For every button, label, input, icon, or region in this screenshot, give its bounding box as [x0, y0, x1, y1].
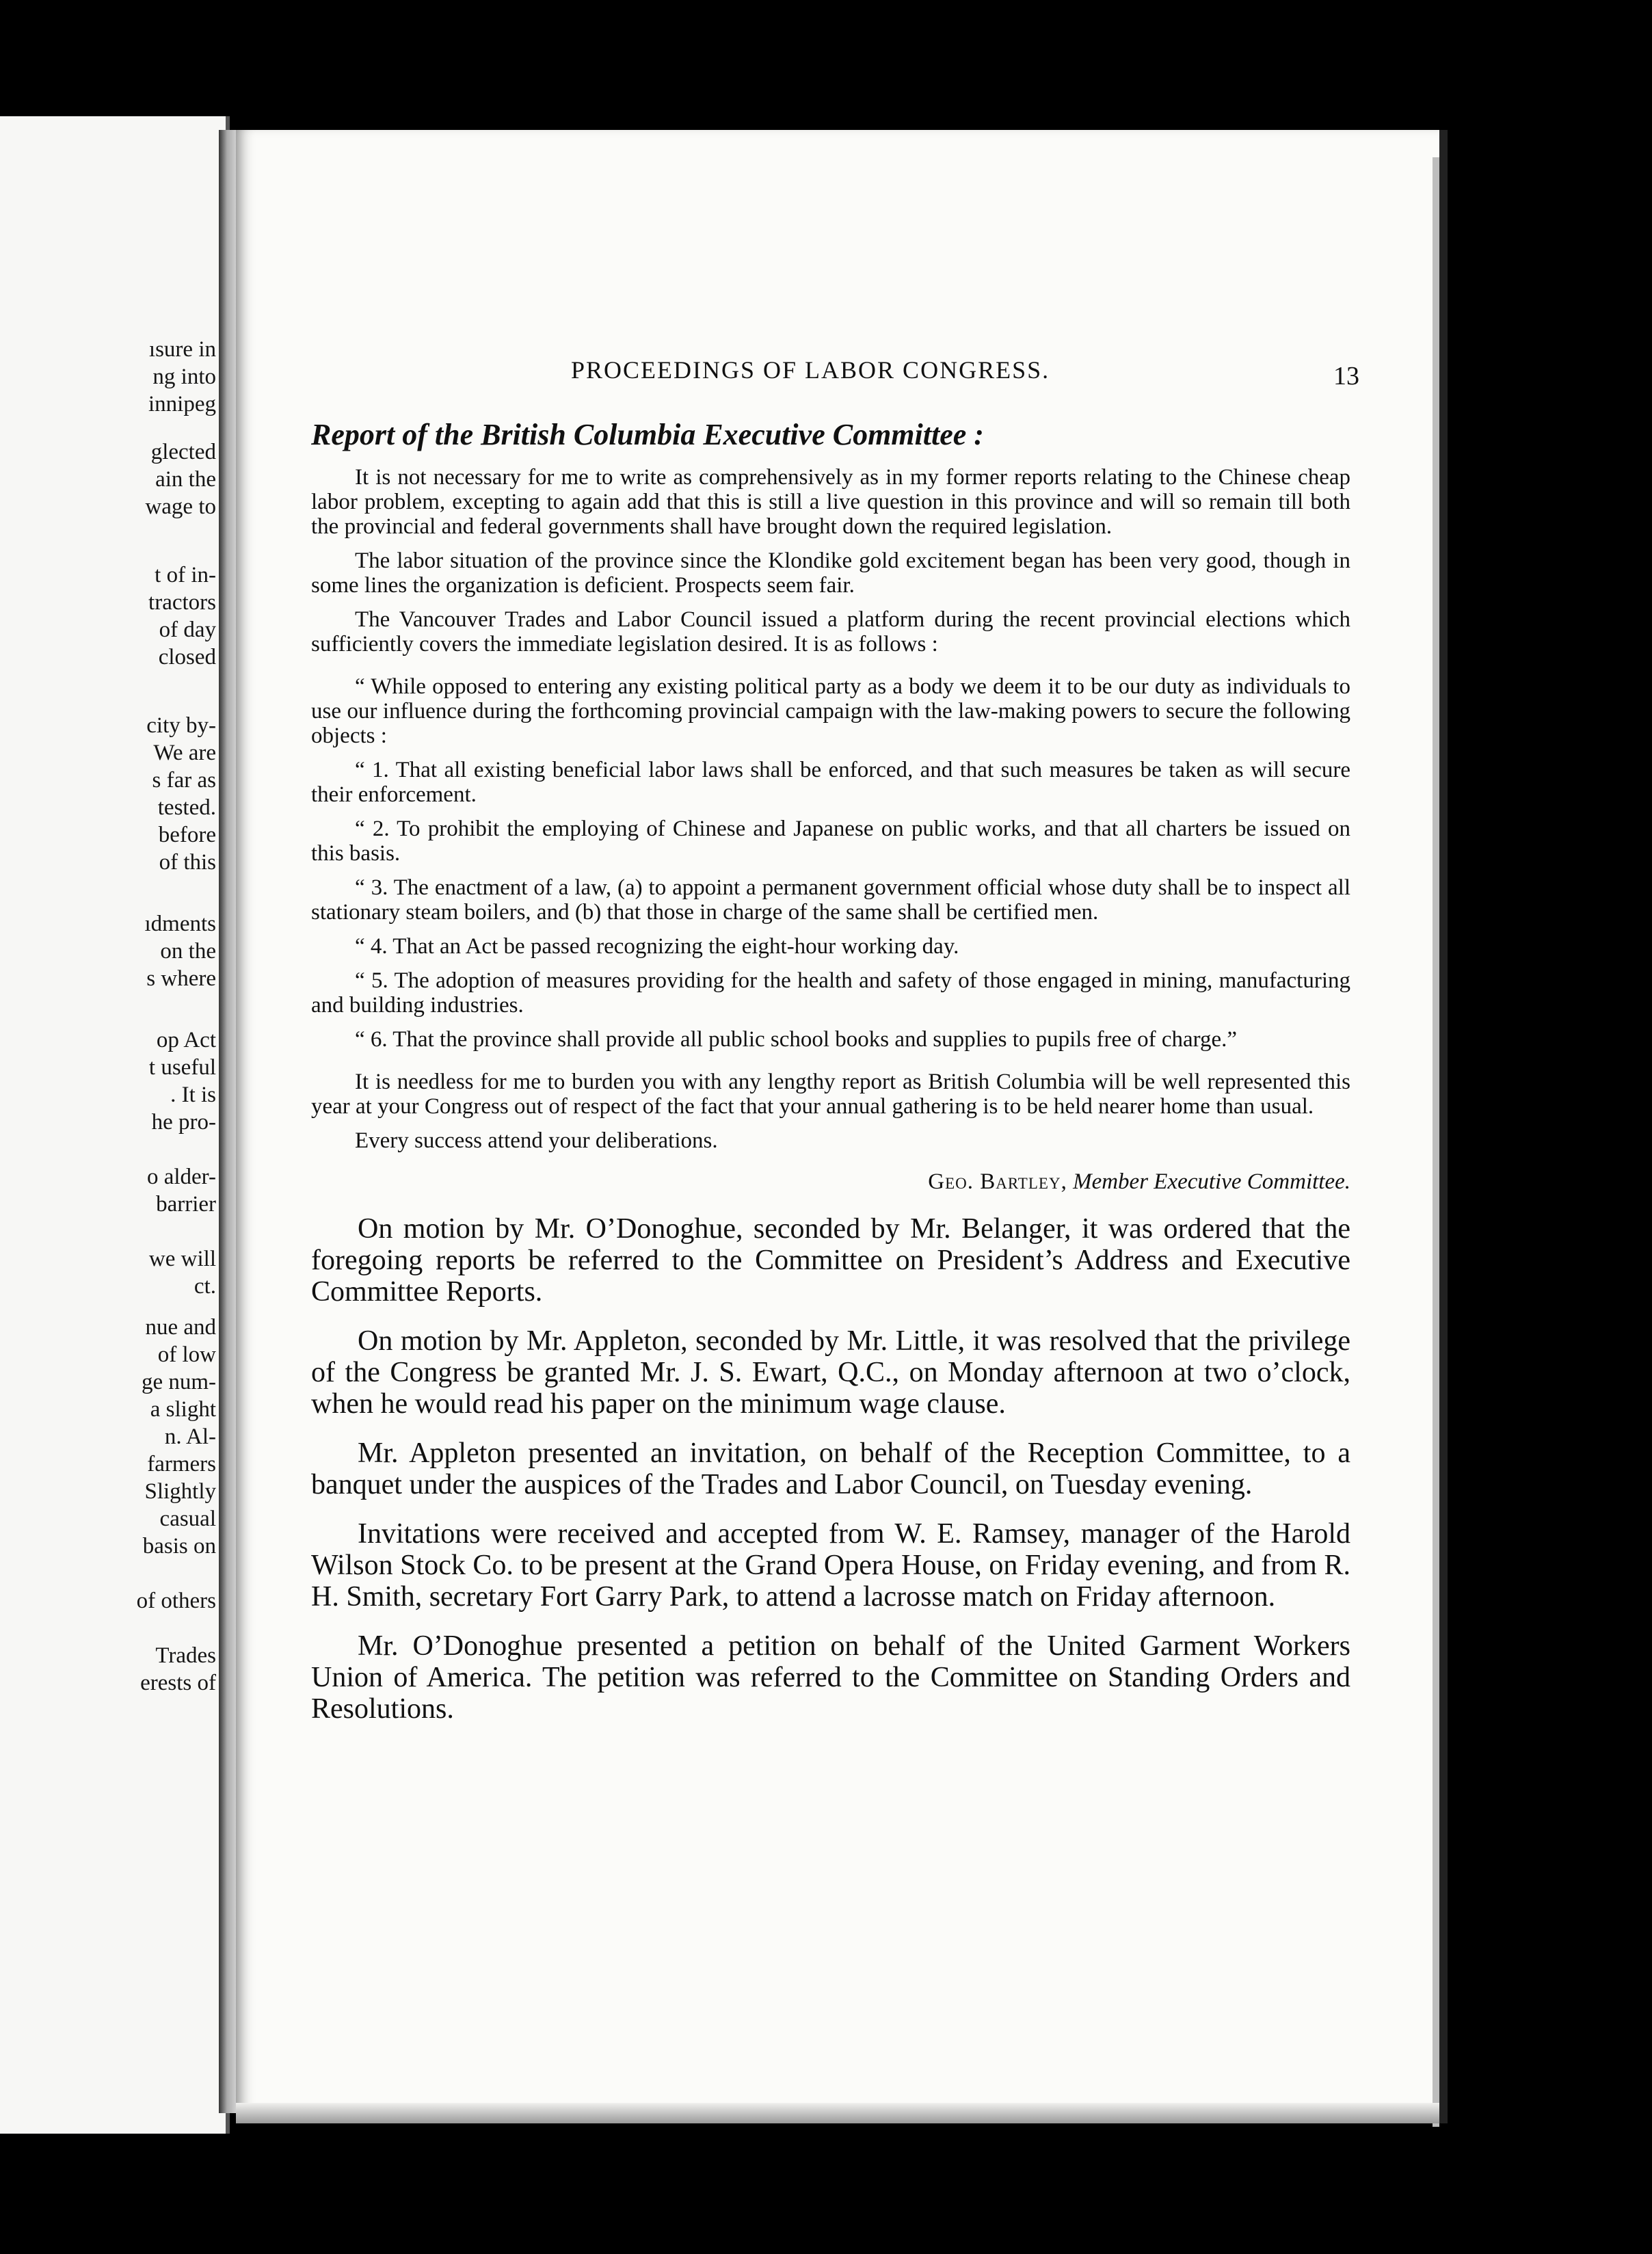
- left-page-fragment: a slight: [150, 1397, 216, 1422]
- signature-role: Member Executive Committee.: [1073, 1169, 1350, 1194]
- left-page-fragment: op Act: [156, 1028, 216, 1052]
- report-paragraph: The labor situation of the province since the Klondike gold excitement began has been very good, though in some lines the organization is deficient. Prospects seem fair.: [311, 548, 1350, 598]
- report-closing: It is needless for me to burden you with any lengthy report as British Columbia will be well represented this year at your Congress out of respect of the fact that your annual gathering is to be held nearer home than usual.: [311, 1070, 1350, 1119]
- left-page-fragment: of this: [159, 850, 216, 875]
- platform-item: “ 5. The adoption of measures providing for the health and safety of those engaged in mining, manufacturing and building industries.: [311, 968, 1350, 1018]
- platform-item: “ 2. To prohibit the employing of Chinese and Japanese on public works, and that all charters be issued on this basis.: [311, 817, 1350, 866]
- left-page-fragment: Slightly: [144, 1479, 216, 1504]
- left-page-fragment: wage to: [145, 494, 216, 519]
- left-page-fragment: he pro-: [151, 1110, 216, 1135]
- page-header: [236, 356, 1439, 397]
- left-page-fragment: tested.: [157, 795, 216, 820]
- left-page-fragment: ct.: [194, 1274, 216, 1299]
- left-page-fragment: Trades: [155, 1643, 216, 1668]
- left-page-fragment: we will: [148, 1247, 216, 1271]
- left-page-fragment: of low: [157, 1342, 216, 1367]
- running-head: PROCEEDINGS OF LABOR CONGRESS.: [571, 356, 1050, 384]
- left-page-fragment: innipeg: [148, 392, 216, 416]
- report-title: Report of the British Columbia Executive Committee :: [311, 418, 984, 451]
- left-page: [0, 116, 230, 2134]
- left-page-fragment: ıdments: [144, 912, 216, 936]
- left-page-fragment: before: [158, 823, 216, 847]
- page-content: [311, 417, 1350, 1742]
- right-page: [236, 130, 1448, 2123]
- left-page-fragment: basis on: [142, 1534, 216, 1559]
- signature-name: Geo. Bartley,: [928, 1169, 1067, 1194]
- report-closing: Every success attend your deliberations.: [355, 1128, 718, 1153]
- minutes-paragraph: Invitations were received and accepted from W. E. Ramsey, manager of the Harold Wilson Stock Co. to be present at the Grand Opera House, on Friday evening, and from R. H. Smith, secretary Fort Garry Park, to attend a lacrosse match on Friday afternoon.: [311, 1518, 1350, 1613]
- left-page-fragment: city by-: [146, 713, 216, 738]
- minutes-paragraph: On motion by Mr. O’Donoghue, seconded by Mr. Belanger, it was ordered that the foregoing reports be referred to the Committee on President’s Address and Executive Committee Reports.: [311, 1213, 1350, 1308]
- left-page-fragment: ng into: [152, 364, 216, 389]
- left-page-fragment: n. Al-: [164, 1424, 216, 1449]
- left-page-fragment: of others: [136, 1589, 216, 1613]
- left-page-fragment: s far as: [152, 768, 216, 793]
- left-page-fragment: nue and: [145, 1315, 216, 1340]
- signature: [311, 1168, 1350, 1195]
- left-page-fragment: We are: [153, 741, 216, 765]
- left-page-fragment: t of in-: [155, 563, 216, 587]
- left-page-fragment: on the: [160, 939, 216, 964]
- left-page-fragment: casual: [159, 1507, 216, 1531]
- page-edge: [1433, 157, 1439, 2127]
- platform-item: “ 6. That the province shall provide all public school books and supplies to pupils free of charge.”: [355, 1027, 1238, 1052]
- left-page-fragment: o alder-: [146, 1165, 216, 1189]
- left-page-fragment: tractors: [148, 590, 216, 615]
- left-page-fragment: glected: [150, 440, 216, 464]
- minutes-paragraph: Mr. Appleton presented an invitation, on behalf of the Reception Committee, to a banquet under the auspices of the Trades and Labor Council, on Tuesday evening.: [311, 1437, 1350, 1500]
- left-page-fragment: . It is: [170, 1083, 216, 1107]
- left-page-fragment: t useful: [148, 1055, 216, 1080]
- report-paragraph: It is not necessary for me to write as comprehensively as in my former reports relating to the Chinese cheap labor problem, excepting to again add that this is still a live question in this province and will so remain till both the provincial and federal governments shall have brought down the required legislation.: [311, 465, 1350, 539]
- left-page-fragment: ain the: [155, 467, 216, 492]
- report-paragraph: The Vancouver Trades and Labor Council issued a platform during the recent provincial elections which sufficiently covers the immediate legislation desired. It is as follows :: [311, 607, 1350, 657]
- page-number: 13: [1333, 362, 1359, 390]
- page-bottom-edge: [236, 2103, 1439, 2123]
- left-page-fragment: of day: [159, 618, 216, 642]
- left-page-fragment: closed: [158, 645, 216, 669]
- platform-item: “ 3. The enactment of a law, (a) to appoint a permanent government official whose duty shall be to inspect all stationary steam boilers, and (b) that those in charge of the same shall be certified men.: [311, 875, 1350, 925]
- platform-item: “ 1. That all existing beneficial labor laws shall be enforced, and that such measures be taken as will secure their enforcement.: [311, 758, 1350, 807]
- platform-item: “ 4. That an Act be passed recognizing the eight-hour working day.: [355, 934, 959, 959]
- left-page-fragment: ge num-: [141, 1370, 216, 1394]
- left-page-fragment: s where: [146, 966, 216, 991]
- platform-preamble: “ While opposed to entering any existing political party as a body we deem it to be our duty as individuals to use our influence during the forthcoming provincial campaign with the law-making powers to secure the following objects :: [311, 674, 1350, 748]
- minutes-paragraph: On motion by Mr. Appleton, seconded by Mr. Little, it was resolved that the privilege of the Congress be granted Mr. J. S. Ewart, Q.C., on Monday afternoon at two o’clock, when he would read his paper on the minimum wage clause.: [311, 1325, 1350, 1420]
- left-page-fragment: barrier: [156, 1192, 216, 1217]
- minutes-paragraph: Mr. O’Donoghue presented a petition on behalf of the United Garment Workers Union of America. The petition was referred to the Committee on Standing Orders and Resolutions.: [311, 1630, 1350, 1725]
- left-page-fragment: farmers: [147, 1452, 216, 1476]
- left-page-fragment: ısure in: [148, 337, 216, 362]
- left-page-fragment: erests of: [140, 1671, 216, 1695]
